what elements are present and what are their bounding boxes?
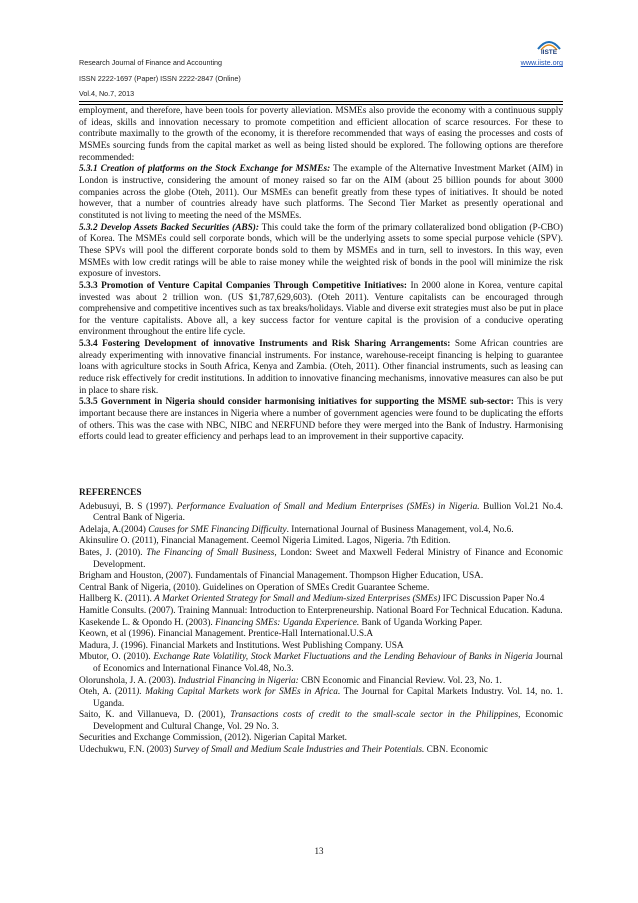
reference-text: Kasekende L. & Opondo H. (2003). (79, 617, 216, 628)
reference-text: Journal of Economics and International Finance Vol.48, No.3. (93, 652, 563, 674)
reference-text: Bates, J. (2010). (79, 547, 147, 558)
header-rule-thin (79, 104, 563, 105)
reference-entry (79, 710, 563, 733)
reference-text: IFC Discussion Paper No.4 (440, 594, 545, 605)
reference-text: , London: Sweet and Maxwell Federal Ministry of Finance and Economic Development. (93, 547, 563, 570)
reference-list (79, 502, 563, 757)
reference-entry (79, 652, 563, 675)
reference-entry (79, 525, 563, 537)
logo-text: IISTE (540, 49, 558, 55)
reference-text: Akinsulire O. (2011), Financial Management. Ceemol Nigeria Limited. Lagos, Nigeria. 7th Edition. (79, 536, 451, 547)
journal-name: Research Journal of Finance and Accounting (79, 58, 223, 67)
reference-text: Bank of Uganda Working Paper. (359, 617, 483, 628)
reference-entry (79, 641, 563, 653)
body-text (79, 106, 563, 444)
section-5-3-4-text: Some African countries are already experimenting with innovative financial instruments. For instance, warehouse-receipt financing is helping to guarantee loans with agriculture stocks in South Africa, Kenya and Zambia. (Oteh, 2011). Other financial instruments, such as leasing can reduce risk effectively for credit institutions. In addition to innovative financing mechanisms, innovative measures can also be put in place to share risk. (79, 339, 563, 396)
header-rule (79, 101, 563, 102)
section-5-3-2-text: This could take the form of the primary collateralized bond obligation (P-CBO) of Korea. The MSMEs could sell corporate bonds, which will be the underlying assets to some special purpose vehicle (SPV). These SPVs will pool the different corporate bonds sold to them by MSMEs and in turn, sell to investors. In this way, even MSMEs with low credit ratings will be able to raise money while the weighted risk of bonds in the pool will minimize the risk exposure of investors. (79, 222, 563, 280)
references-heading: REFERENCES (79, 488, 142, 498)
section-5-3-3 (79, 281, 563, 339)
reference-title: Performance Evaluation of Small and Medium Enterprises (SMEs) in Nigeria. (176, 501, 480, 512)
page-number: 13 (314, 846, 324, 856)
reference-text: Securities and Exchange Commission, (2012). Nigerian Capital Market. (79, 733, 347, 744)
reference-text: Saito, K. and Villanueva, D. (2001), (79, 710, 231, 721)
section-5-3-1-text: The example of the Alternative Investment Market (AIM) in London is instructive, considering the amount of money raised so far on the AIM (about 25 billion pounds for about 3000 companies across the globe (Oteh, 2011). Our MSMEs can benefit greatly from these types of initiatives. It should be noted however, that a number of countries already have such platforms. The Second Tier Market as presently operational and constituted is not living to meeting the need of the MSMEs. (79, 164, 563, 221)
reference-title: Survey of Small and Medium Scale Industries and Their Potentials. (173, 745, 425, 756)
section-5-3-5 (79, 397, 563, 444)
reference-text: Central Bank of Nigeria, (2010). Guidelines on Operation of SMEs Credit Guarantee Scheme. (79, 582, 430, 593)
reference-text: The Journal for Capital Markets Industry. Vol. 14, no. 1. Uganda. (93, 687, 563, 709)
running-header (79, 55, 563, 102)
section-5-3-5-text: This is very important because there are instances in Nigeria where a number of government agencies were found to be duplicating the efforts of others. This was the case with NBC, NIBC and NERFUND before they were merged into the Bank of Industry. Harmonising efforts could lead to greater efficiency and perhaps lead to an improvement in their supportive capacity. (79, 397, 563, 443)
reference-entry (79, 536, 563, 548)
section-5-3-2 (79, 223, 563, 281)
reference-entry (79, 676, 563, 688)
reference-text: Adebusuyi, B. S (1997). (79, 501, 177, 512)
reference-entry (79, 606, 563, 618)
reference-entry (79, 733, 563, 745)
reference-title: A Market Oriented Strategy for Small and Medium-sized Enterprises (SMEs) (154, 594, 441, 605)
reference-entry (79, 594, 563, 606)
section-5-3-4-heading: 5.3.4 Fostering Development of innovative Instruments and Risk Sharing Arrangements: (79, 339, 451, 350)
intro-paragraph: employment, and therefore, have been tools for poverty alleviation. MSMEs also provide the economy with a continuous supply of ideas, skills and innovation necessary to promote competition and efficient allocation of scarce resources. For these to contribute maximally to the growth of the economy, it is therefore recommended that ways of easing the processes and costs of MSMEs sourcing funds from the capital market as well as being listed should be explored. The following options are therefore recommended: (79, 106, 563, 163)
reference-entry (79, 571, 563, 583)
reference-entry (79, 629, 563, 641)
section-5-3-1 (79, 164, 563, 222)
reference-title: Exchange Rate Volatility, Stock Market Fluctuations and the Lending Behaviour of Banks in Nigeria (153, 652, 533, 663)
iiste-logo (535, 33, 563, 55)
reference-text: Hallberg K. (2011). (79, 594, 155, 605)
reference-text: Udechukwu, F.N. (2003) (79, 745, 174, 756)
reference-entry (79, 548, 563, 571)
reference-text: Economic Development and Cultural Change, Vol. 29 No. 3. (93, 710, 563, 732)
volume-line: Vol.4, No.7, 2013 (79, 89, 135, 98)
reference-text: Keown, et al (1996). Financial Management. Prentice-Hall International.U.S.A (79, 629, 374, 640)
reference-text: Bullion Vol.21 No.4. Central Bank of Nigeria. (93, 501, 563, 524)
reference-entry (79, 687, 563, 710)
reference-entry (79, 745, 563, 757)
reference-entry (79, 583, 563, 595)
reference-title: Transactions costs of credit to the small-scale sector in the Philippines, (230, 710, 521, 721)
reference-title: Industrial Financing in Nigeria: (178, 675, 299, 686)
reference-text: Adelaja, A.(2004) (79, 524, 149, 535)
reference-text: Hamitle Consults. (2007). Training Mannual: Introduction to Enterpreneurship. National Board For Technical Education. Kaduna. (79, 605, 563, 616)
journal-url-link[interactable]: www.iiste.org (520, 58, 563, 67)
reference-entry (79, 502, 563, 525)
reference-text: Madura, J. (1996). Financial Markets and Institutions. West Publishing Company. USA (79, 640, 404, 651)
reference-title: Financing SMEs: Uganda Experience. (215, 617, 360, 628)
reference-entry (79, 618, 563, 630)
section-5-3-1-heading: 5.3.1 Creation of platforms on the Stock Exchange for MSMEs: (79, 164, 331, 175)
section-5-3-3-heading: 5.3.3 Promotion of Venture Capital Companies Through Competitive Initiatives: (79, 280, 408, 291)
reference-text: CBN. Economic (424, 745, 489, 756)
section-5-3-5-heading: 5.3.5 Government in Nigeria should consider harmonising initiatives for supporting the MSME sub-sector: (79, 397, 514, 408)
reference-title: Causes for SME Financing Difficulty (148, 524, 287, 535)
reference-text: Brigham and Houston, (2007). Fundamentals of Financial Management. Thompson Higher Education, USA. (79, 571, 484, 582)
reference-text: CBN Economic and Financial Review. Vol. 23, No. 1. (298, 675, 502, 686)
reference-text: Mbutor, O. (2010). (79, 652, 154, 663)
reference-text: Olorunshola, J. A. (2003). (79, 675, 179, 686)
issn-line: ISSN 2222-1697 (Paper) ISSN 2222-2847 (Online) (79, 73, 241, 83)
reference-text: Oteh, A. (2011 (79, 687, 137, 698)
section-5-3-2-heading: 5.3.2 Develop Assets Backed Securities (ABS): (79, 222, 259, 233)
reference-title: The Financing of Small Business (146, 547, 275, 558)
references-section (79, 488, 563, 757)
reference-title: ). Making Capital Markets work for SMEs in Africa. (136, 687, 341, 698)
section-5-3-4 (79, 339, 563, 397)
section-5-3-3-text: In 2000 alone in Korea, venture capital invested was about 2 trillion won. (US $1,787,629,603). (Oteh 2011). Venture capitalists can be encouraged through comprehensive and competitive incentives such as tax breaks/holidays. Viable and diverse exit strategies must also be put in place for the venture capitalists. Above all, a key success factor for venture capital is the provision of a conducive operating environment throughout the entire life cycle. (79, 280, 563, 338)
reference-text: . International Journal of Business Management, vol.4, No.6. (286, 524, 514, 535)
